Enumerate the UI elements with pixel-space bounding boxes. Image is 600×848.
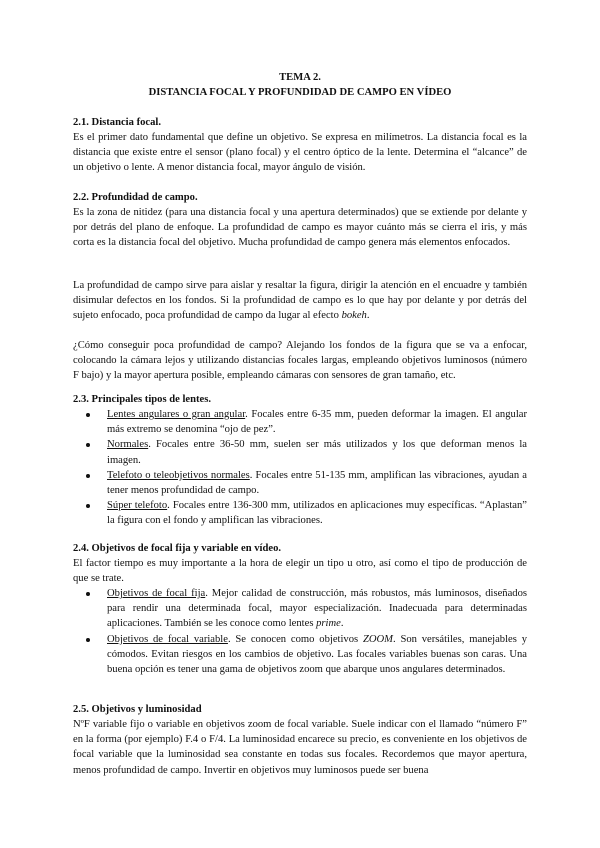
paragraph-2-5: NºF variable fijo o variable en objetivos zoom de focal variable. Suele indicar con el llamado “número F” en la forma (por ejemplo) F.4 o F/4. La luminosidad encarece su precio, es conveniente en los objetivos de focal variable que la luminosidad sea constante en todas sus focales. Recordemos que mayor apertura, menos profundidad de campo. Invertir en objetivos muy luminosos puede ser buena (73, 719, 527, 776)
bokeh-term: bokeh (341, 310, 367, 322)
paragraph-2-1: Es el primer dato fundamental que define un objetivo. Se expresa en milímetros. La distancia focal es la distancia que existe entre el sensor (plano focal) y el centro óptico de la lente. Determina el “alcance” de un objetivo o lente. A menor distancia focal, mayor ángulo de visión. (73, 132, 527, 174)
paragraph-2-2-b-text: La profundidad de campo sirve para aislar y resaltar la figura, dirigir la atención en el encuadre y también disimular defectos en los fondos. Si la profundidad de campo es lo que hay por delante y por detrás del sujeto enfocado, poca profundidad de campo da lugar al efecto (73, 280, 527, 322)
bullet-icon (86, 413, 90, 417)
list-item-term: Normales (107, 439, 149, 451)
list-item (73, 498, 527, 528)
list-item-term: Telefoto o teleobjetivos normales (107, 469, 250, 481)
list-item-sep: . (148, 439, 151, 451)
document-title-line2: DISTANCIA FOCAL Y PROFUNDIDAD DE CAMPO EN VÍDEO (148, 87, 452, 98)
section-heading-2-2: 2.2. Profundidad de campo. (73, 192, 198, 203)
list-item (73, 437, 527, 467)
list-item-sep: . (249, 469, 253, 481)
section-heading-2-4: 2.4. Objetivos de focal fija y variable en vídeo. (73, 543, 282, 554)
list-item-text: Focales entre 36-50 mm, suelen ser más utilizados y los que deforman menos la imagen. (107, 439, 527, 466)
bullet-icon (86, 504, 90, 508)
list-item-italic: prime (316, 618, 341, 630)
list-item-text: Focales entre 136-300 mm, utilizados en aplicaciones muy específicas. “Aplastan” la figura con el fondo y amplifican las vibraciones. (107, 500, 527, 527)
bullet-icon (86, 592, 90, 596)
list-item-italic: ZOOM (362, 633, 393, 645)
bullet-icon (86, 443, 90, 447)
list-item-sep: . (167, 500, 170, 512)
list-item-text: Focales entre 6-35 mm, pueden deformar la imagen. El angular más extremo se denomina “ojo de pez”. (107, 409, 527, 436)
paragraph-2-4: El factor tiempo es muy importante a la hora de elegir un tipo u otro, así como el tipo de producción de que se trate. (73, 558, 527, 585)
list-item-sep: . (245, 409, 248, 420)
list-item-text: Focales entre 51-135 mm, amplifican las vibraciones, ayudan a tener menos profundidad de campo. (107, 469, 527, 497)
paragraph-2-2-c: ¿Cómo conseguir poca profundidad de campo? Alejando los fondos de la figura que se va a enfocar, colocando la cámara lejos y utilizando distancias focales largas, empleando objetivos luminosos (número F bajo) y la mayor apertura posible, empleando cámaras con sensores de gran tamaño, etc. (73, 340, 527, 382)
list-item (73, 586, 527, 632)
section-heading-2-1: 2.1. Distancia focal. (73, 117, 161, 128)
focal-objectives-list (73, 586, 527, 677)
bullet-icon (86, 474, 90, 478)
document-title-line1: TEMA 2. (279, 72, 321, 83)
list-item-end: . Son versátiles, manejables y cómodos. Evitan riesgos en los cambios de objetivo. Las focales variables buenas son caras. Una buena opción es tener una gama de objetivos zoom que abarque unos angulares determinados. (107, 633, 527, 676)
list-item (73, 632, 527, 678)
list-item (73, 468, 527, 498)
list-item-term: Objetivos de focal fija (107, 588, 206, 599)
paragraph-2-2-b-end: . (366, 310, 370, 322)
paragraph-2-2-a: Es la zona de nitidez (para una distancia focal y una apertura determinados) que se extiende por delante y por detrás del plano de enfoque. La profundidad de campo es mayor cuánto más se cierra el iris, y más corta es la distancia focal del objetivo. Mucha profundidad de campo genera más elementos enfocados. (73, 207, 527, 249)
list-item-text: . Mejor calidad de construcción, más robustos, más luminosos, diseñados para rendir una determinada focal, mayor especialización. Inadecuada para determinadas aplicaciones. También se les conoce como lentes (107, 588, 527, 630)
lens-types-list (73, 407, 527, 529)
list-item-term: Súper telefoto (107, 500, 168, 512)
list-item-text: . Se conocen como objetivos (227, 633, 363, 645)
list-item-end: . (340, 618, 344, 630)
section-heading-2-3: 2.3. Principales tipos de lentes. (73, 394, 212, 405)
list-item (73, 407, 527, 437)
paragraph-2-2-b (73, 278, 527, 324)
list-item-term: Lentes angulares o gran angular (107, 409, 246, 420)
list-item-term: Objetivos de focal variable (107, 633, 228, 645)
section-heading-2-5: 2.5. Objetivos y luminosidad (73, 704, 202, 715)
bullet-icon (86, 638, 90, 642)
